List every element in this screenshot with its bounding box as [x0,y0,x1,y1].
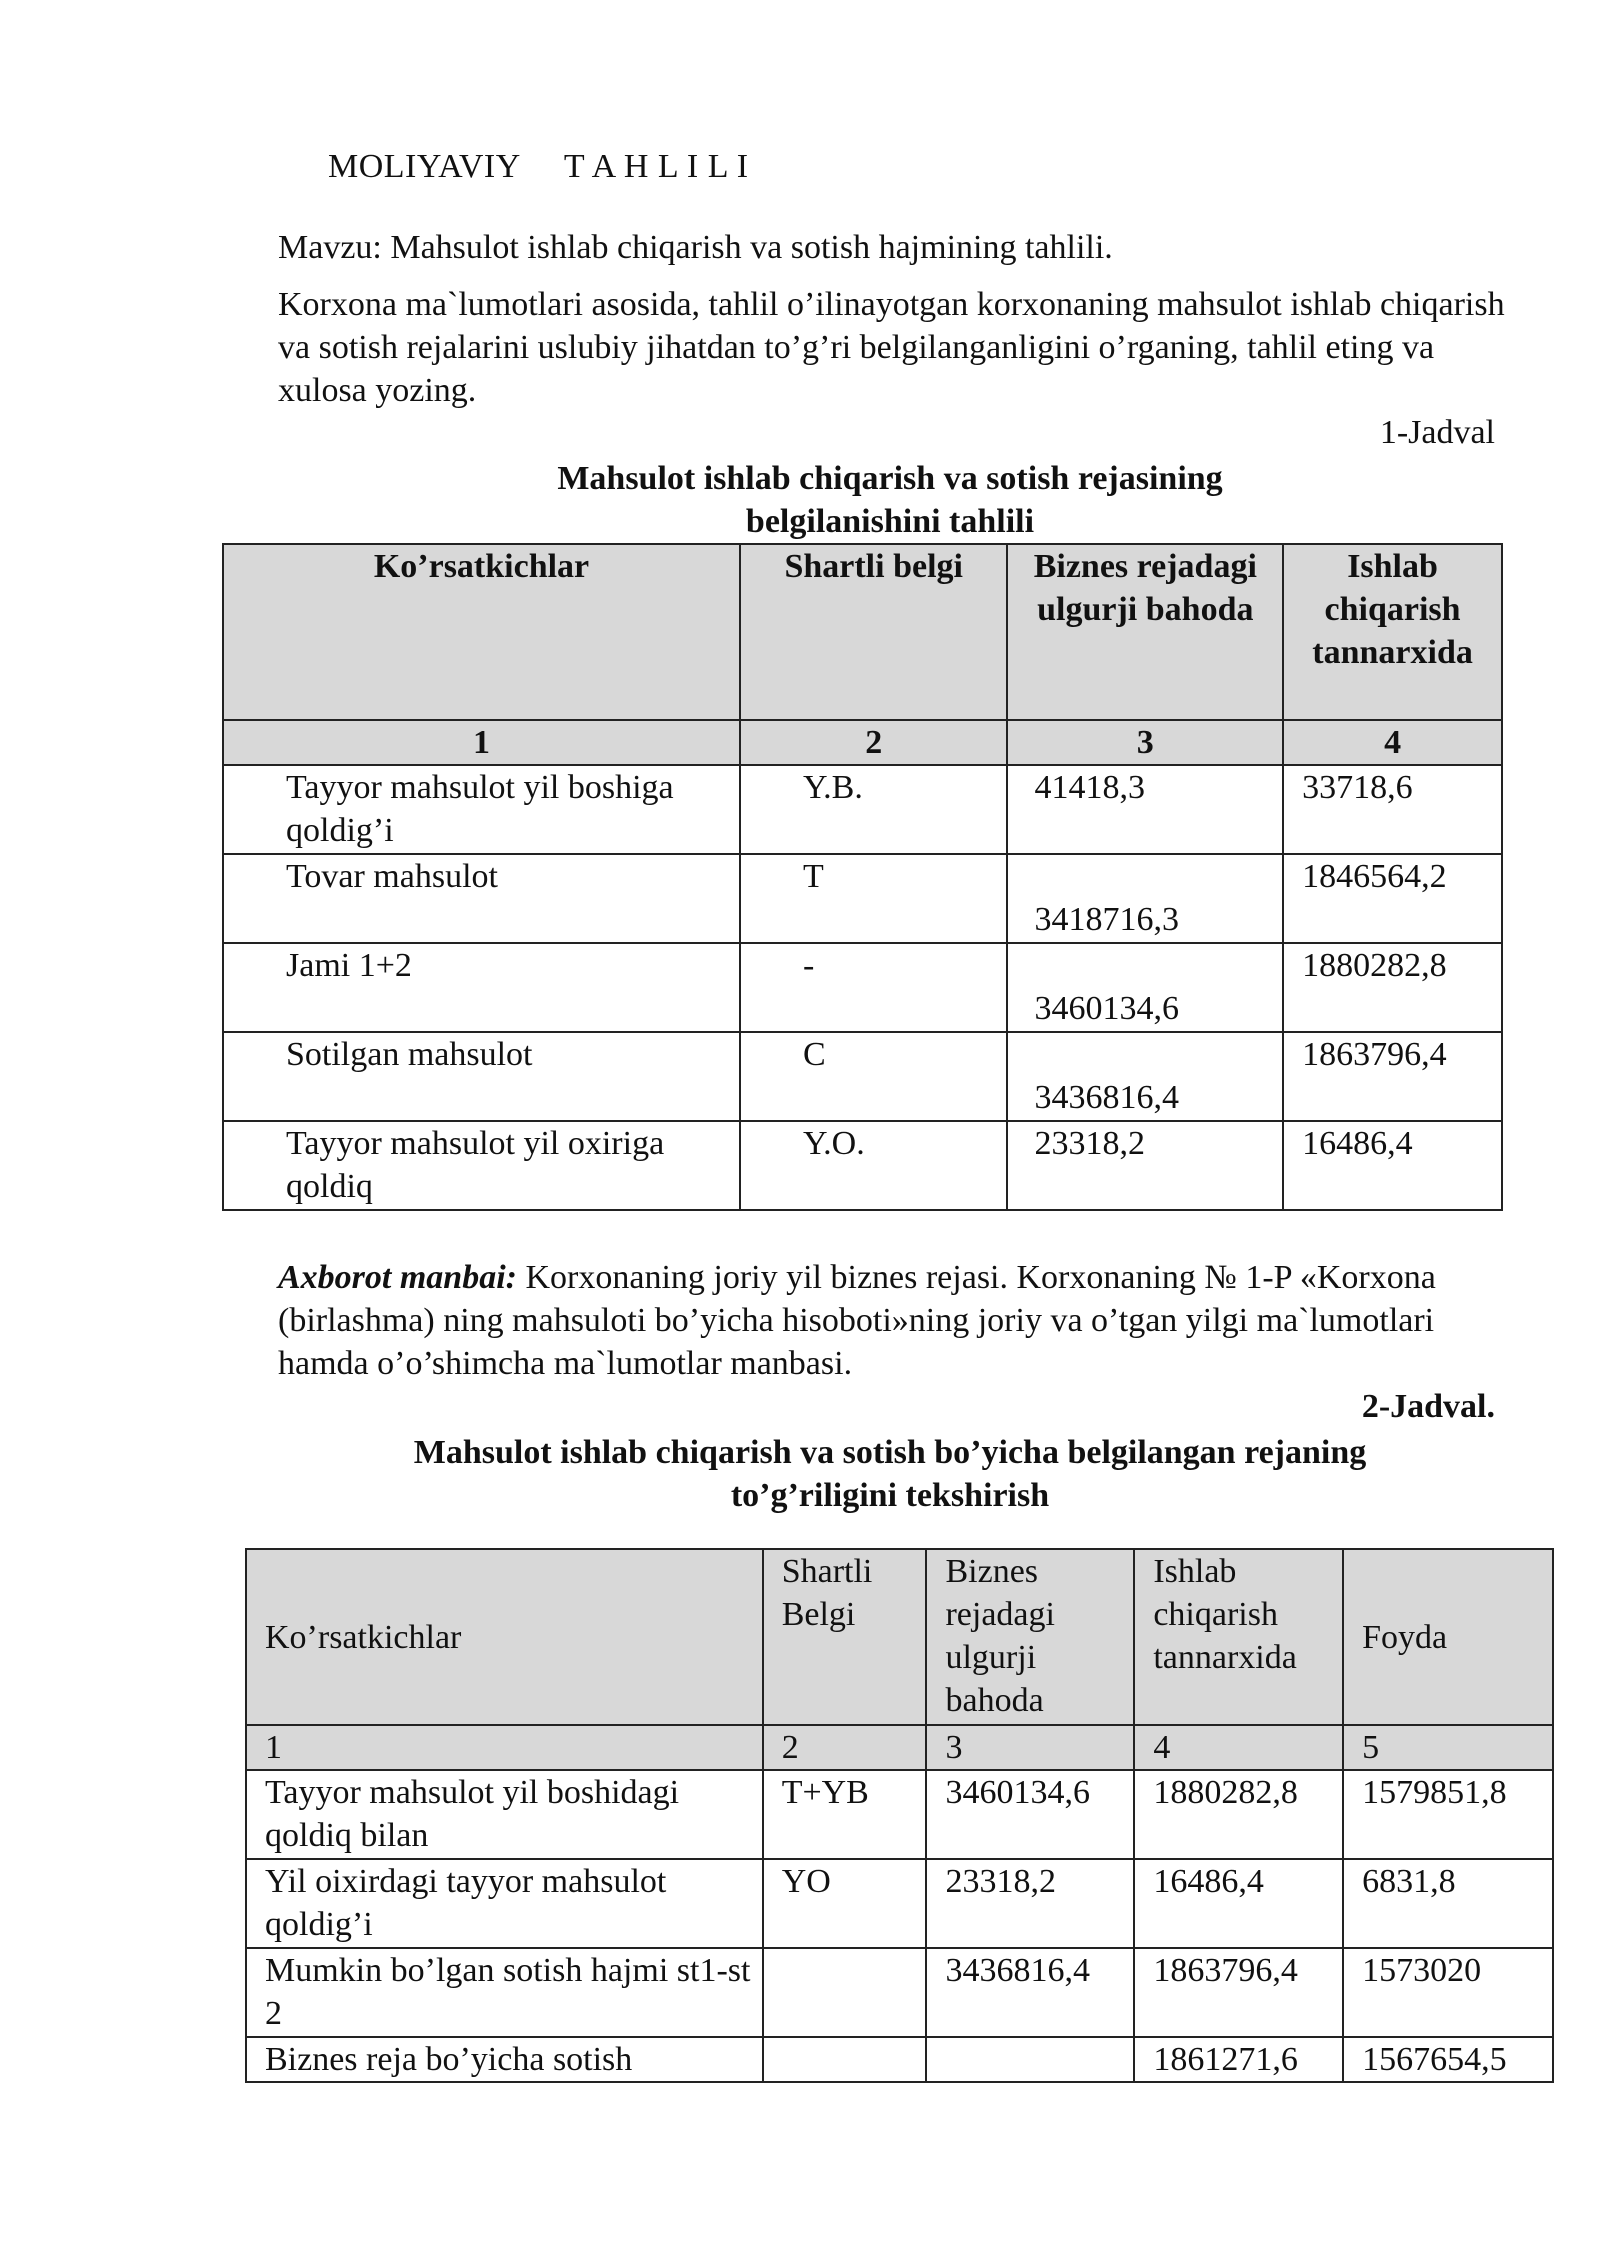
row-cost: 33718,6 [1283,765,1502,854]
table2-number-cell: 1 [246,1725,763,1770]
row-code: Y.B. [740,765,1008,854]
row-name: Biznes reja bo’yicha sotish [246,2037,763,2082]
row-plan: 3436816,4 [926,1948,1134,2037]
table1-title-line2: belgilanishini tahlili [745,503,1035,540]
table2-number-cell: 3 [926,1725,1134,1770]
table1 [222,543,1503,1211]
row-cost: 1880282,8 [1283,943,1502,1032]
row-code: T [740,854,1008,943]
table-row [246,1948,1553,2037]
row-cost: 1880282,8 [1134,1770,1343,1859]
table-row [246,1859,1553,1948]
table-row [223,854,1502,943]
table2 [245,1548,1554,2083]
row-name: Mumkin bo’lgan sotish hajmi st1-st 2 [246,1948,763,2037]
table1-number-cell: 1 [223,720,740,765]
table2-header-cell: Shartli Belgi [763,1549,927,1725]
table2-header-cell: Biznes rejadagi ulgurji bahoda [926,1549,1134,1725]
table2-title [0,1431,1600,1517]
topic-line: Mavzu: Mahsulot ishlab chiqarish va sotish hajmining tahlili. [278,229,1113,266]
row-code [763,1948,927,2037]
row-profit: 6831,8 [1343,1859,1553,1948]
row-code: YO [763,1859,927,1948]
table1-header-cell: Biznes rejadagi ulgurji bahoda [1007,544,1283,720]
row-name: Yil oixirdagi tayyor mahsulot qoldig’i [246,1859,763,1948]
row-plan [926,2037,1134,2082]
table2-number-cell: 2 [763,1725,927,1770]
row-cost: 1861271,6 [1134,2037,1343,2082]
row-cost: 1846564,2 [1283,854,1502,943]
table1-header-cell: Ko’rsatkichlar [223,544,740,720]
table1-number-cell: 4 [1283,720,1502,765]
row-cost: 1863796,4 [1134,1948,1343,2037]
row-code: T+YB [763,1770,927,1859]
row-profit: 1567654,5 [1343,2037,1553,2082]
table2-title-line2: to’g’riligini tekshirish [730,1477,1050,1514]
table1-number-row [223,720,1502,765]
table1-title [0,457,1600,543]
row-plan: 23318,2 [1007,1121,1283,1210]
row-name: Tayyor mahsulot yil boshiga qoldig’i [223,765,740,854]
table-row [223,943,1502,1032]
row-name: Sotilgan mahsulot [223,1032,740,1121]
table2-header-cell: Ko’rsatkichlar [246,1549,763,1725]
table1-number-cell: 3 [1007,720,1283,765]
table2-number-row [246,1725,1553,1770]
row-code: C [740,1032,1008,1121]
row-plan: 3436816,4 [1007,1032,1283,1121]
table2-number-cell: 5 [1343,1725,1553,1770]
table-row [223,1032,1502,1121]
row-code: - [740,943,1008,1032]
row-cost: 1863796,4 [1283,1032,1502,1121]
table-row [223,1121,1502,1210]
table1-title-line1: Mahsulot ishlab chiqarish va sotish rejasining [557,460,1223,497]
table1-number-cell: 2 [740,720,1008,765]
table2-label: 2-Jadval. [1361,1388,1495,1425]
table2-header-cell: Ishlab chiqarish tannarxida [1134,1549,1343,1725]
row-plan: 3418716,3 [1007,854,1283,943]
document-title: MOLIYAVIY T A H L I L I [328,148,749,185]
row-name: Tayyor mahsulot yil oxiriga qoldiq [223,1121,740,1210]
row-plan: 23318,2 [926,1859,1134,1948]
source-text: Korxonaning joriy yil biznes rejasi. Korxonaning № 1-P «Korxona (birlashma) ning mahsuloti bo’yicha hisoboti»ning joriy va o’tgan yilgi ma`lumotlari hamda o’o’shimcha ma`lumotlar manbasi. [278,1259,1436,1382]
row-code: Y.O. [740,1121,1008,1210]
row-name: Tovar mahsulot [223,854,740,943]
table1-header-row [223,544,1502,720]
table2-number-cell: 4 [1134,1725,1343,1770]
table2-title-line1: Mahsulot ishlab chiqarish va sotish bo’yicha belgilangan rejaning [413,1434,1367,1471]
row-plan: 41418,3 [1007,765,1283,854]
row-profit: 1579851,8 [1343,1770,1553,1859]
source-label: Axborot manbai: [278,1259,517,1296]
row-profit: 1573020 [1343,1948,1553,2037]
table-row [246,1770,1553,1859]
task-paragraph: Korxona ma`lumotlari asosida, tahlil o’ilinayotgan korxonaning mahsulot ishlab chiqarish va sotish rejalarini uslubiy jihatdan to’g’ri belgilanganligini o’rganing, tahlil eting va xulosa yozing. [278,286,1505,409]
row-plan: 3460134,6 [926,1770,1134,1859]
row-cost: 16486,4 [1134,1859,1343,1948]
row-cost: 16486,4 [1283,1121,1502,1210]
table1-header-cell: Shartli belgi [740,544,1008,720]
source-paragraph [278,1256,1518,1385]
table2-header-cell: Foyda [1343,1549,1553,1725]
row-plan: 3460134,6 [1007,943,1283,1032]
row-code [763,2037,927,2082]
table-row [246,2037,1553,2082]
table1-header-cell: Ishlab chiqarish tannarxida [1283,544,1502,720]
row-name: Jami 1+2 [223,943,740,1032]
table1-label: 1-Jadval [1379,414,1495,451]
table-row [223,765,1502,854]
row-name: Tayyor mahsulot yil boshidagi qoldiq bilan [246,1770,763,1859]
table2-header-row [246,1549,1553,1725]
